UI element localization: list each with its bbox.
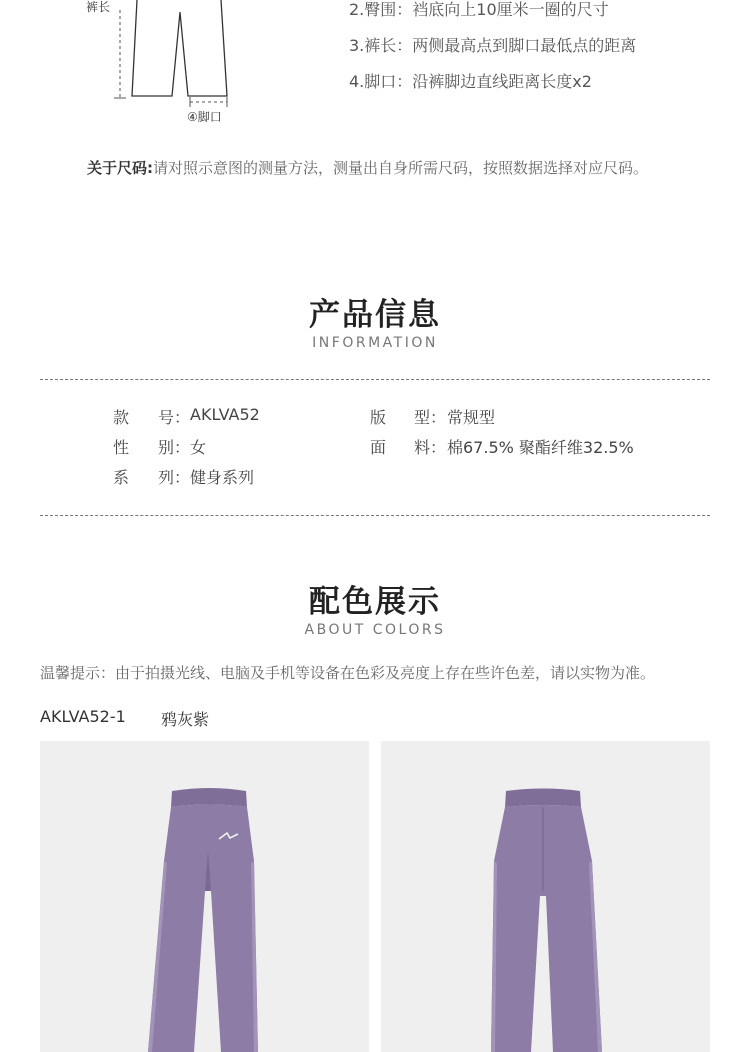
info-key-char: 款 xyxy=(113,408,130,427)
info-divider-top xyxy=(40,379,710,380)
size-tip-title: 关于尺码: xyxy=(87,159,153,177)
hem-label: ④脚口 xyxy=(187,110,222,124)
pants-back-image xyxy=(381,741,710,1052)
info-key-char: 系 xyxy=(113,468,130,487)
measure-note-length: 3.裤长：两侧最高点到脚口最低点的距离 xyxy=(349,36,637,55)
info-key-char: 面 xyxy=(370,438,387,457)
info-colon: ： xyxy=(430,438,447,457)
info-key-char: 号 xyxy=(158,408,175,427)
info-value-style-no: AKLVA52 xyxy=(190,405,260,424)
info-section-subtitle: INFORMATION xyxy=(312,335,438,351)
info-value-series: 健身系列 xyxy=(190,468,255,487)
colors-section-subtitle: ABOUT COLORS xyxy=(304,622,446,638)
info-key-char: 性 xyxy=(113,438,130,457)
colors-section-title: 配色展示 xyxy=(309,584,441,620)
size-tip xyxy=(87,153,687,183)
info-value-fit: 常规型 xyxy=(447,408,496,427)
info-value-material: 棉67.5% 聚酯纤维32.5% xyxy=(447,438,634,457)
color-code: AKLVA52-1 xyxy=(40,707,126,726)
product-photo-back[interactable] xyxy=(381,741,710,1052)
measure-note-hem: 4.脚口：沿裤脚边直线距离长度x2 xyxy=(349,72,592,91)
info-colon: ： xyxy=(174,468,191,487)
info-colon: ： xyxy=(430,408,447,427)
info-key-char: 版 xyxy=(370,408,387,427)
info-key-char: 料 xyxy=(414,438,431,457)
info-key-char: 别 xyxy=(158,438,175,457)
product-photo-front[interactable] xyxy=(40,741,369,1052)
info-section-title: 产品信息 xyxy=(309,297,441,333)
info-key-char: 型 xyxy=(414,408,431,427)
info-value-gender: 女 xyxy=(190,438,207,457)
length-label: 裤长 xyxy=(86,0,111,14)
info-divider-bottom xyxy=(40,515,710,516)
size-diagram xyxy=(80,0,250,130)
measure-note-hip: 2.臀围：裆底向上10厘米一圈的尺寸 xyxy=(349,0,609,19)
size-tip-text: 请对照示意图的测量方法，测量出自身所需尺码，按照数据选择对应尺码。 xyxy=(153,159,649,177)
pants-outline-diagram xyxy=(80,0,250,130)
info-key-char: 列 xyxy=(158,468,175,487)
color-difference-tip: 温馨提示：由于拍摄光线、电脑及手机等设备在色彩及亮度上存在些许色差，请以实物为准。 xyxy=(40,664,656,682)
pants-front-image xyxy=(40,741,369,1052)
info-colon: ： xyxy=(174,438,191,457)
color-name: 鸦灰紫 xyxy=(161,710,210,729)
info-colon: ： xyxy=(174,408,191,427)
